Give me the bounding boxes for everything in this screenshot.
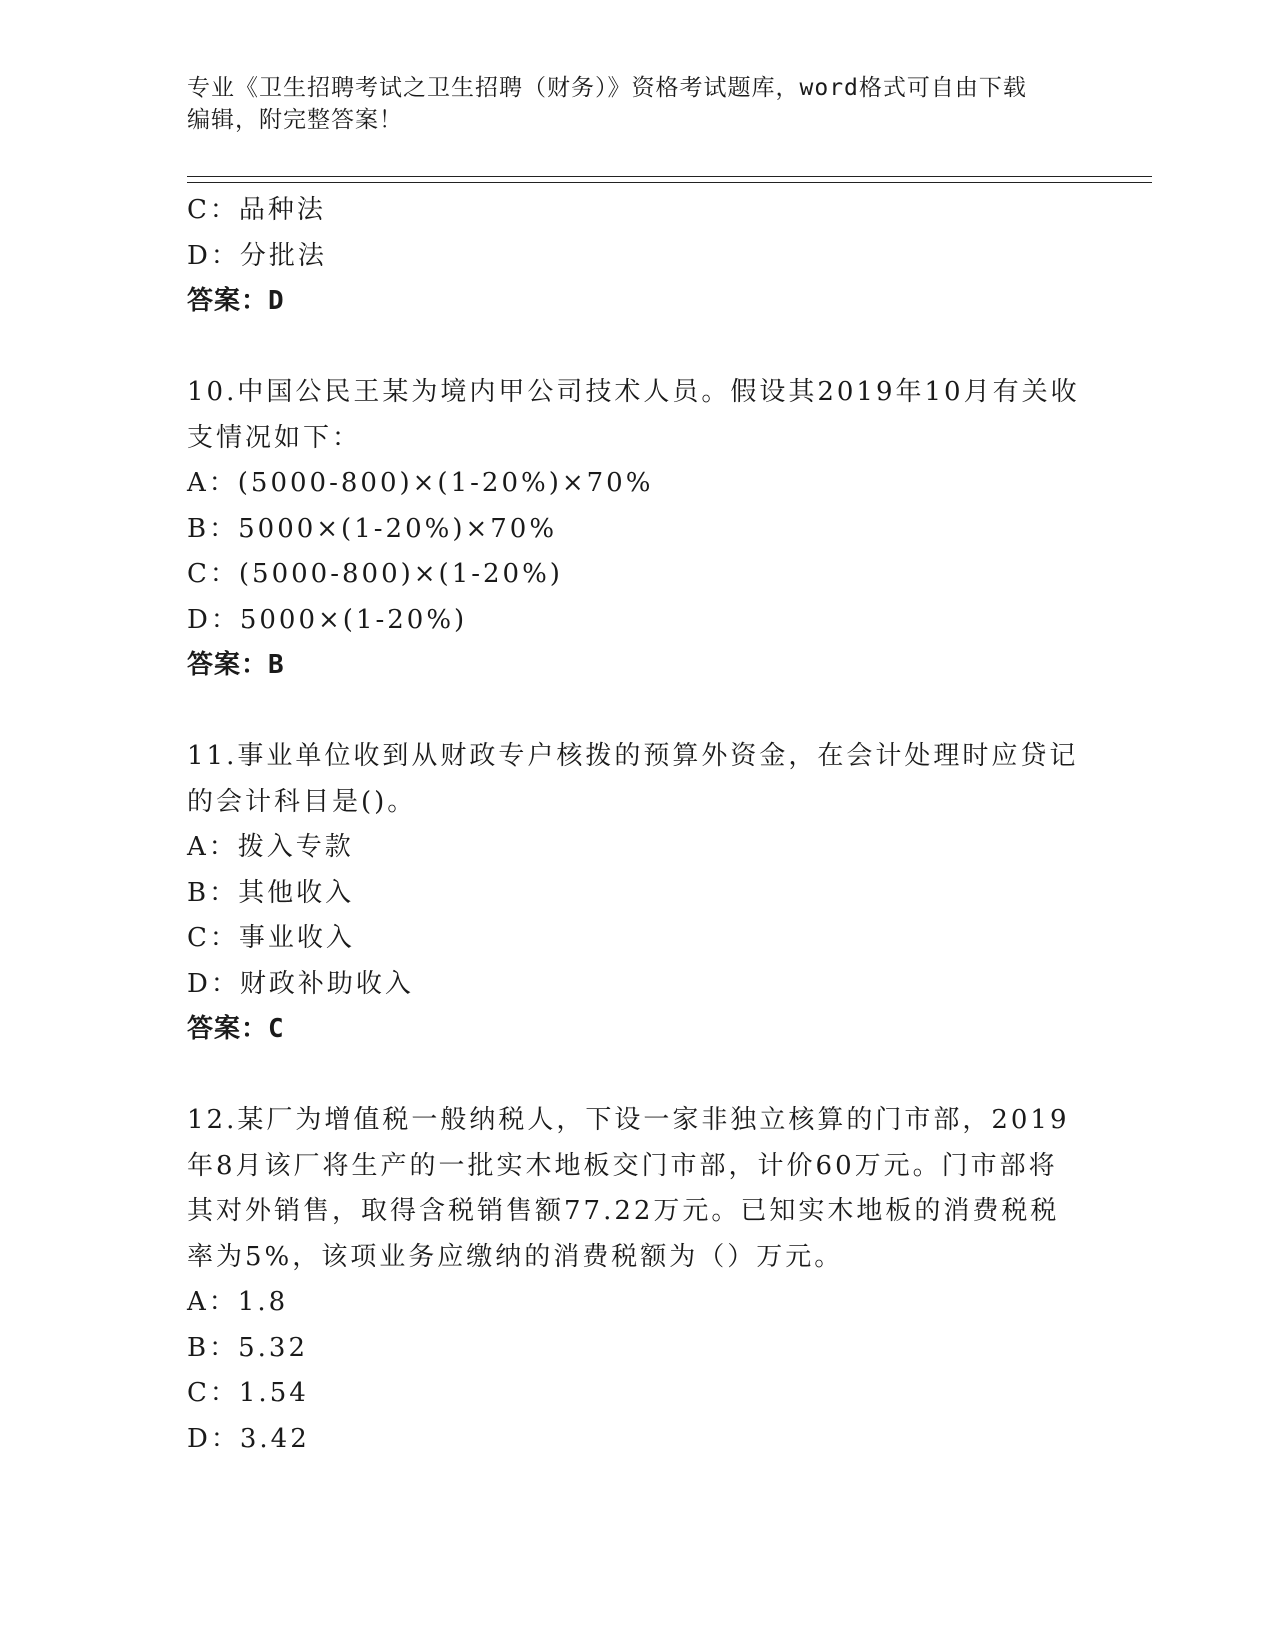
question-stem: 支情况如下：: [187, 422, 362, 453]
header-line-1: 专业《卫生招聘考试之卫生招聘（财务）》资格考试题库，word格式可自由下载: [187, 75, 1027, 101]
question-stem: 12.某厂为增值税一般纳税人，下设一家非独立核算的门市部，2019: [187, 1105, 1070, 1135]
option-a: A：1.8: [187, 1287, 289, 1317]
option-a: A：拨入专款: [187, 832, 354, 862]
option-b: B：其他收入: [187, 877, 355, 908]
question-12: [187, 1098, 1087, 1462]
option-c: C：(5000-800)×(1-20%): [187, 559, 563, 589]
option-c: C：1.54: [187, 1378, 309, 1408]
option-b: B：5.32: [187, 1332, 308, 1363]
option-d: D：财政补助收入: [187, 968, 414, 999]
question-9-tail: [187, 188, 1087, 325]
question-stem: 10.中国公民王某为境内甲公司技术人员。假设其2019年10月有关收: [187, 377, 1080, 407]
question-stem: 的会计科目是()。: [187, 786, 417, 817]
question-11: [187, 734, 1087, 1053]
header-divider-bottom: [187, 182, 1152, 183]
question-stem: 年8月该厂将生产的一批实木地板交门市部，计价60万元。门市部将: [187, 1150, 1058, 1181]
option-d: D：分批法: [187, 240, 327, 271]
answer: 答案：C: [187, 1014, 285, 1044]
option-b: B：5000×(1-20%)×70%: [187, 513, 558, 544]
question-stem: 率为5%，该项业务应缴纳的消费税额为（）万元。: [187, 1241, 844, 1272]
option-c: C：品种法: [187, 195, 326, 225]
answer: 答案：D: [187, 286, 285, 316]
header-divider-top: [187, 176, 1152, 177]
question-10: [187, 370, 1087, 689]
header-line-2: 编辑，附完整答案！: [187, 107, 403, 133]
document-header: [187, 72, 1067, 136]
option-d: D：5000×(1-20%): [187, 604, 468, 635]
answer: 答案：B: [187, 650, 285, 680]
option-a: A：(5000-800)×(1-20%)×70%: [187, 468, 654, 498]
option-c: C：事业收入: [187, 923, 355, 953]
question-stem: 11.事业单位收到从财政专户核拨的预算外资金，在会计处理时应贷记: [187, 741, 1079, 771]
option-d: D：3.42: [187, 1423, 310, 1454]
question-stem: 其对外销售，取得含税销售额77.22万元。已知实木地板的消费税税: [187, 1196, 1060, 1226]
question-list: [187, 188, 1087, 1462]
